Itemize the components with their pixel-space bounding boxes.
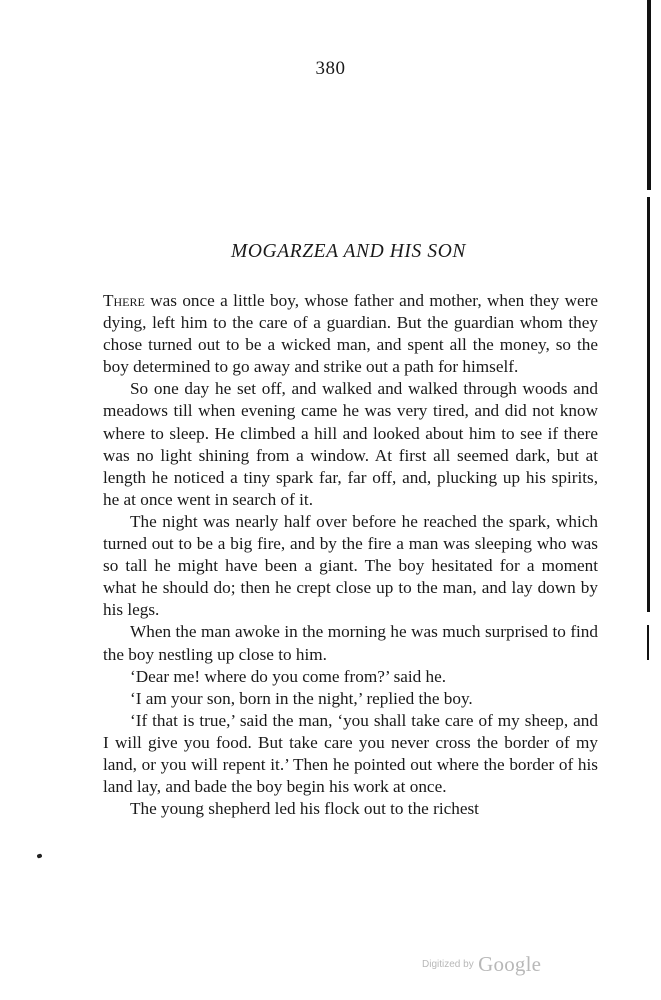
watermark-prefix: Digitized by bbox=[422, 959, 474, 970]
paragraph-3: The night was nearly half over before he reached the spark, which turned out to be a big fire, and by the fire a man was sleeping who was so tall he might have been a giant. The boy hesitated for a moment what he should do; then he crept close up to the man, and lay down by his legs. bbox=[103, 511, 598, 620]
paragraph-7: ‘If that is true,’ said the man, ‘you shall take care of my sheep, and I will give you food. But take care you never cross the border of my land, or you will repent it.’ Then he pointed out where the border of his land lay, and bade the boy begin his work at once. bbox=[103, 710, 598, 797]
paragraph-8: The young shepherd led his flock out to the richest bbox=[130, 799, 479, 819]
paragraph-2: So one day he set off, and walked and walked through woods and meadows till when evening came he was very tired, and did not know where to sleep. He climbed a hill and looked about him to see if there was no light shining from a window. At first all seemed dark, but at length he noticed a tiny spark far, far off, and, plucking up his spirits, he at once went in search of it. bbox=[103, 379, 598, 509]
story-body bbox=[103, 290, 598, 820]
paragraph-5: ‘Dear me! where do you come from?’ said he. bbox=[130, 666, 447, 686]
digitized-watermark bbox=[422, 952, 541, 977]
page-edge-shadow bbox=[647, 197, 650, 612]
page-number: 380 bbox=[315, 58, 346, 79]
ink-speck bbox=[36, 853, 42, 858]
page-edge-shadow bbox=[647, 625, 649, 660]
chapter-title: MOGARZEA AND HIS SON bbox=[231, 241, 466, 262]
page-edge-shadow bbox=[647, 0, 651, 190]
watermark-brand: Google bbox=[478, 952, 542, 976]
paragraph-4: When the man awoke in the morning he was much surprised to find the boy nestling up close to him. bbox=[103, 622, 598, 664]
paragraph-6: ‘I am your son, born in the night,’ replied the boy. bbox=[130, 688, 473, 708]
drop-word: There bbox=[103, 291, 145, 310]
paragraph-1 bbox=[103, 290, 598, 378]
paragraph-text: was once a little boy, whose father and mother, when they were dying, left him to the care of a guardian. But the guardian whom they chose turned out to be a wicked man, and spent all the money, so the boy determined to go away and strike out a path for himself. bbox=[103, 291, 598, 377]
